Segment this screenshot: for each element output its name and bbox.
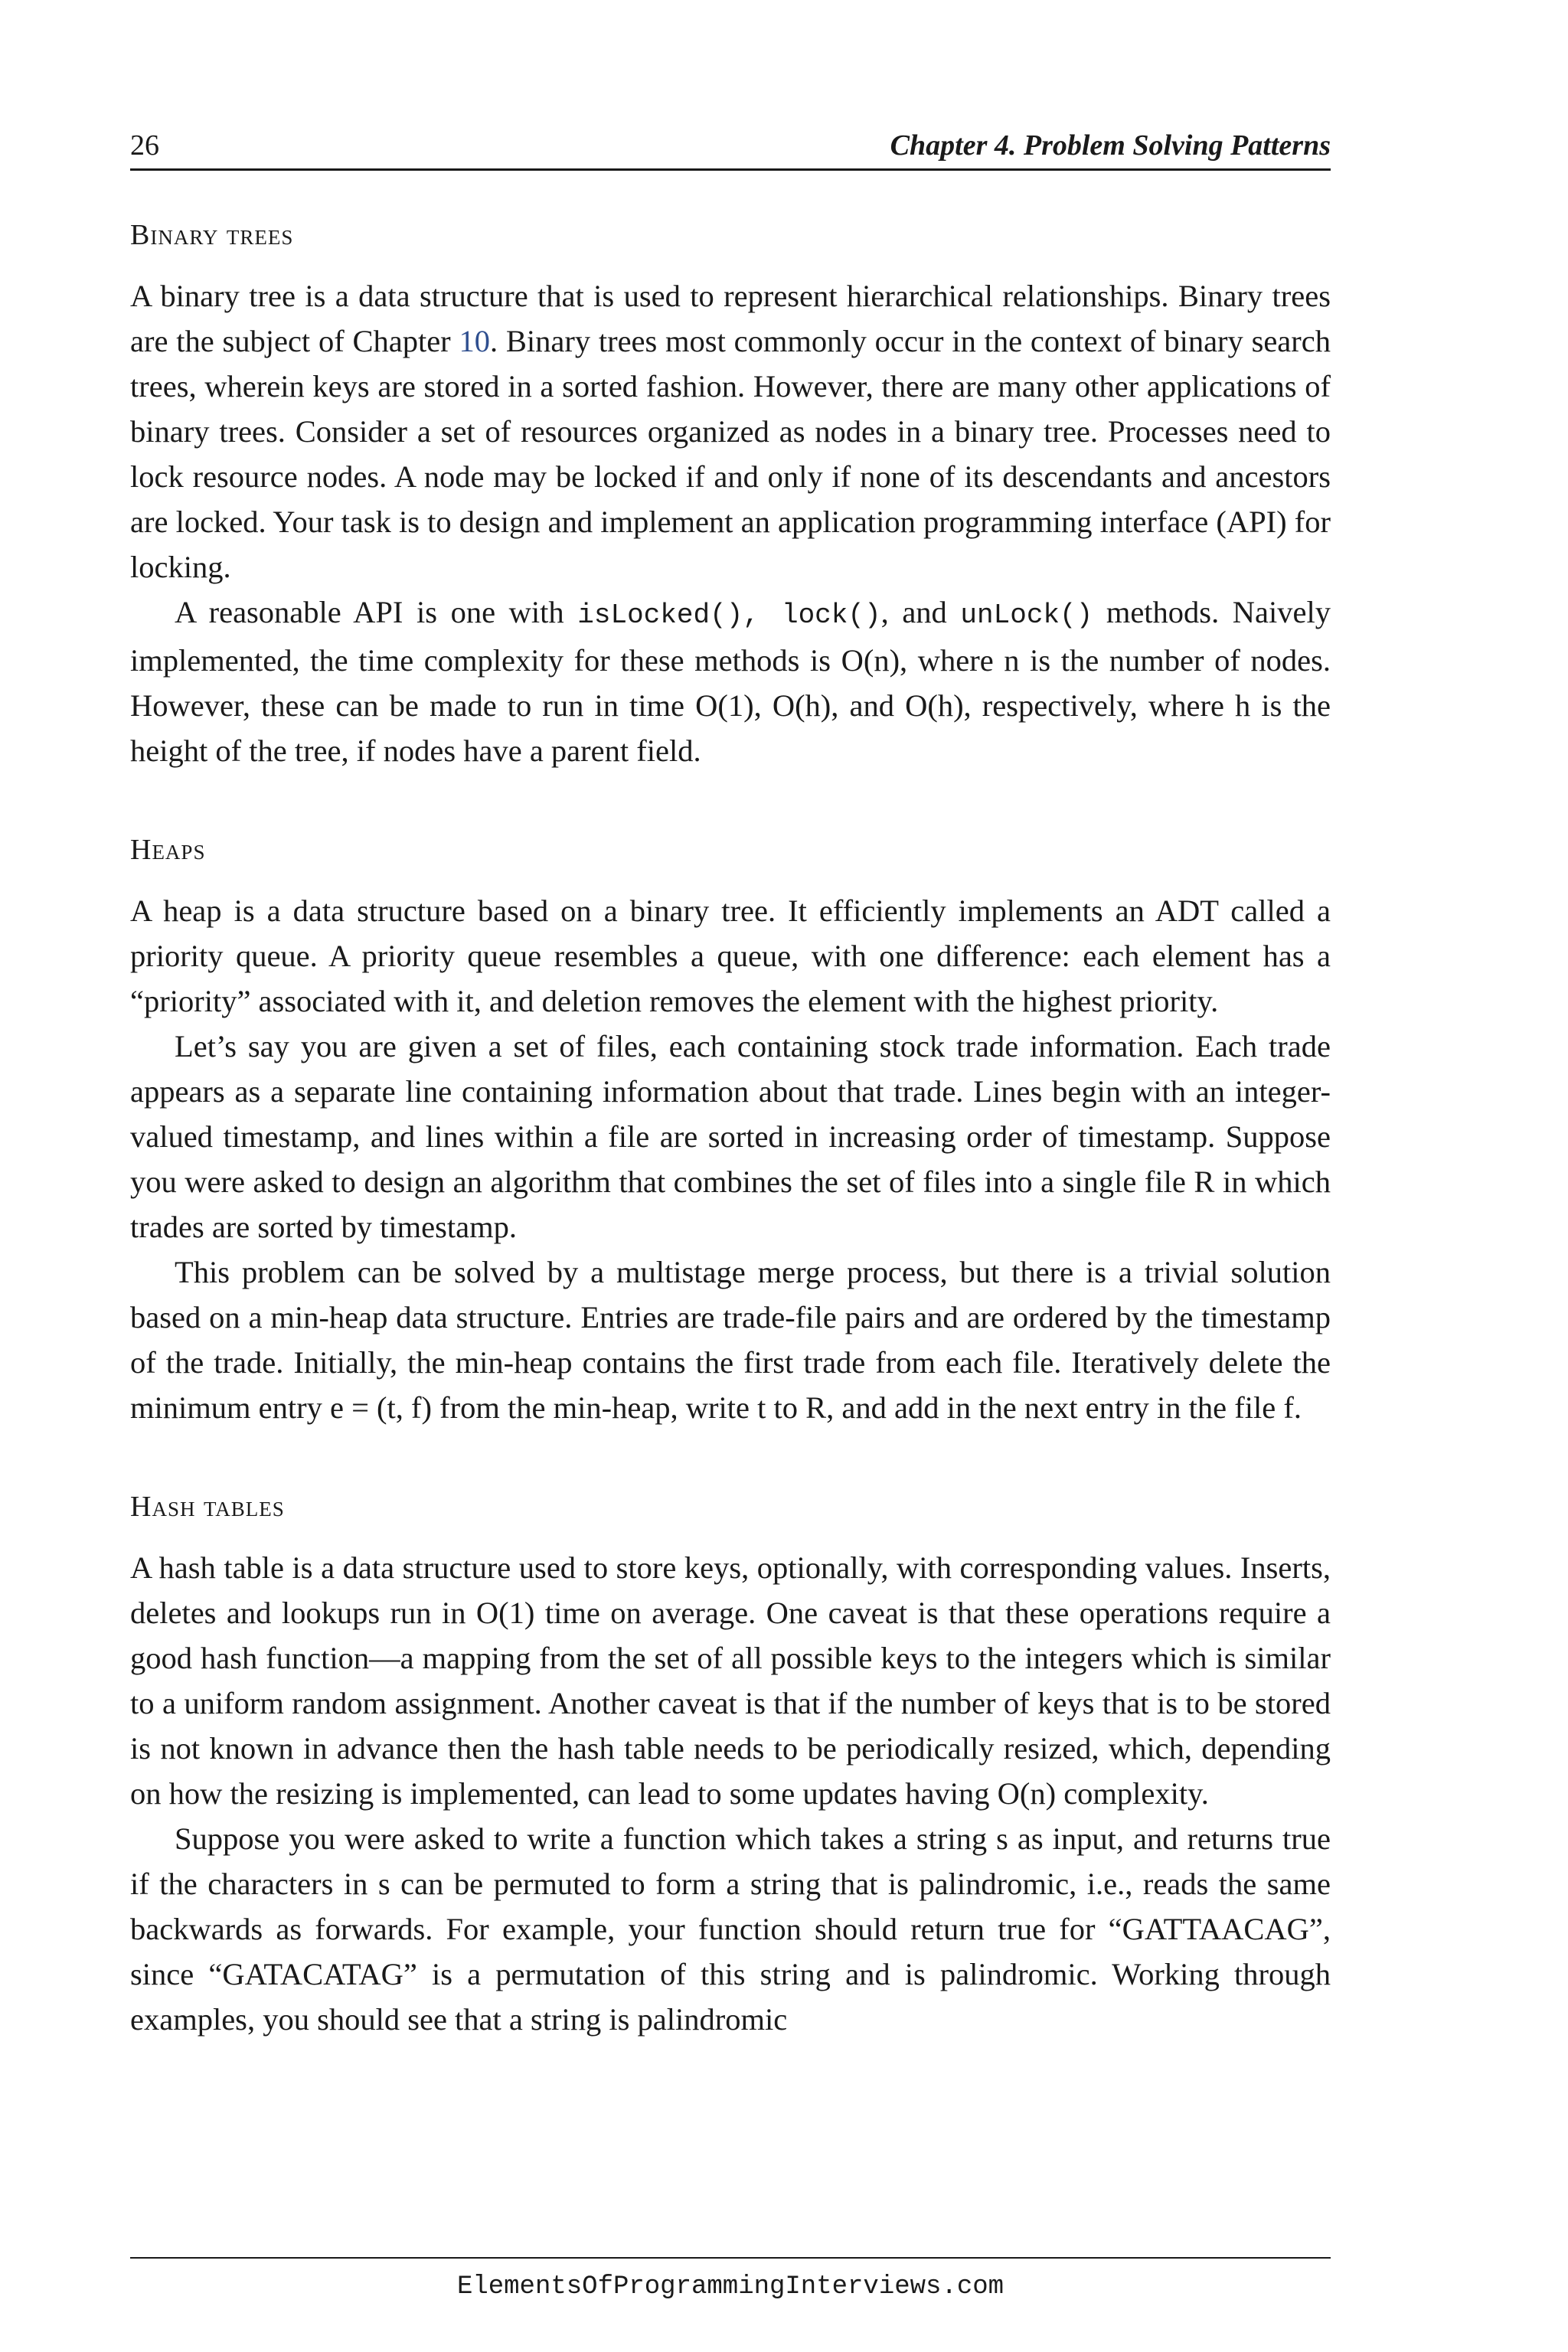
footer-site: ElementsOfProgrammingInterviews.com [456,2272,1004,2301]
section-binary-trees [130,218,1331,773]
paragraph: A hash table is a data structure used to store keys, optionally, with corresponding values. Inserts, deletes and lookups run in O(1) time on average. One caveat is that these operations require a good hash function—a mapping from the set of all possible keys to the integers which is similar to a uniform random assignment. Another caveat is that if the number of keys that is to be stored is not known in advance then the hash table needs to be periodically resized, which, depending on how the resizing is implemented, can lead to some updates having O(n) complexity. [130,1550,1331,1811]
paragraph-text: methods. Naively implemented, the time complexity for these methods is O(n), where n is the number of nodes. However, these can be made to run in time O(1), O(h), and O(h), respectively, where h is the height of the tree, if nodes have a parent field. [130,595,1331,768]
chapter-title: Chapter 4. Problem Solving Patterns [890,129,1331,162]
paragraph: This problem can be solved by a multistage merge process, but there is a trivial solution based on a min-heap data structure. Entries are trade-file pairs and are ordered by the timestamp of the trade. Initially, the min-heap contains the first trade from each file. Iteratively delete the minimum entry e = (t, f) from the min-heap, write t to R, and add in the next entry in the file f. [130,1255,1331,1425]
paragraph: Suppose you were asked to write a function which takes a string s as input, and returns true if the characters in s can be permuted to form a string that is palindromic, i.e., reads the same backwards as forwards. For example, your function should return true for “GATTAACAG”, since “GATACATAG” is a permutation of this string and is palindromic. Working through examples, you should see that a string is palindromic [130,1821,1331,2037]
section-heaps [130,833,1331,1430]
section-title-hash-tables: Hash tables [130,1491,285,1523]
paragraph-text: A reasonable API is one with [175,595,578,629]
section-hash-tables [130,1490,1331,2042]
page-number: 26 [130,129,159,162]
section-title-binary-trees: Binary trees [130,219,294,251]
paragraph [130,273,1331,590]
page-footer [130,2257,1331,2301]
paragraph [130,590,1331,773]
paragraph-text: . Binary trees most commonly occur in the context of binary search trees, wherein keys are stored in a sorted fashion. However, there are many other applications of binary trees. Consider a set of resources organized as nodes in a binary tree. Processes need to lock resource nodes. A node may be locked if and only if none of its descendants and ancestors are locked. Your task is to design and implement an application programming interface (API) for locking. [130,324,1331,584]
section-title-heaps: Heaps [130,834,206,866]
paragraph-text: , and [880,595,961,629]
paragraph-text: A binary tree is a data structure that is used to represent hierarchical relationships. Binary trees are the subject of Chapter [130,279,1331,358]
code-snippet: isLocked(), lock() [577,599,881,631]
page-body [130,218,1331,2102]
code-snippet: unLock() [960,599,1093,631]
running-header [130,122,1331,171]
paragraph: Let’s say you are given a set of files, each containing stock trade information. Each trade appears as a separate line containing information about that trade. Lines begin with an integer-valued timestamp, and lines within a file are sorted in increasing order of timestamp. Suppose you were asked to design an algorithm that combines the set of files into a single file R in which trades are sorted by timestamp. [130,1029,1331,1244]
chapter-link[interactable]: 10 [459,324,490,358]
paragraph: A heap is a data structure based on a binary tree. It efficiently implements an ADT called a priority queue. A priority queue resembles a queue, with one difference: each element has a “priority” associated with it, and deletion removes the element with the highest priority. [130,893,1331,1018]
